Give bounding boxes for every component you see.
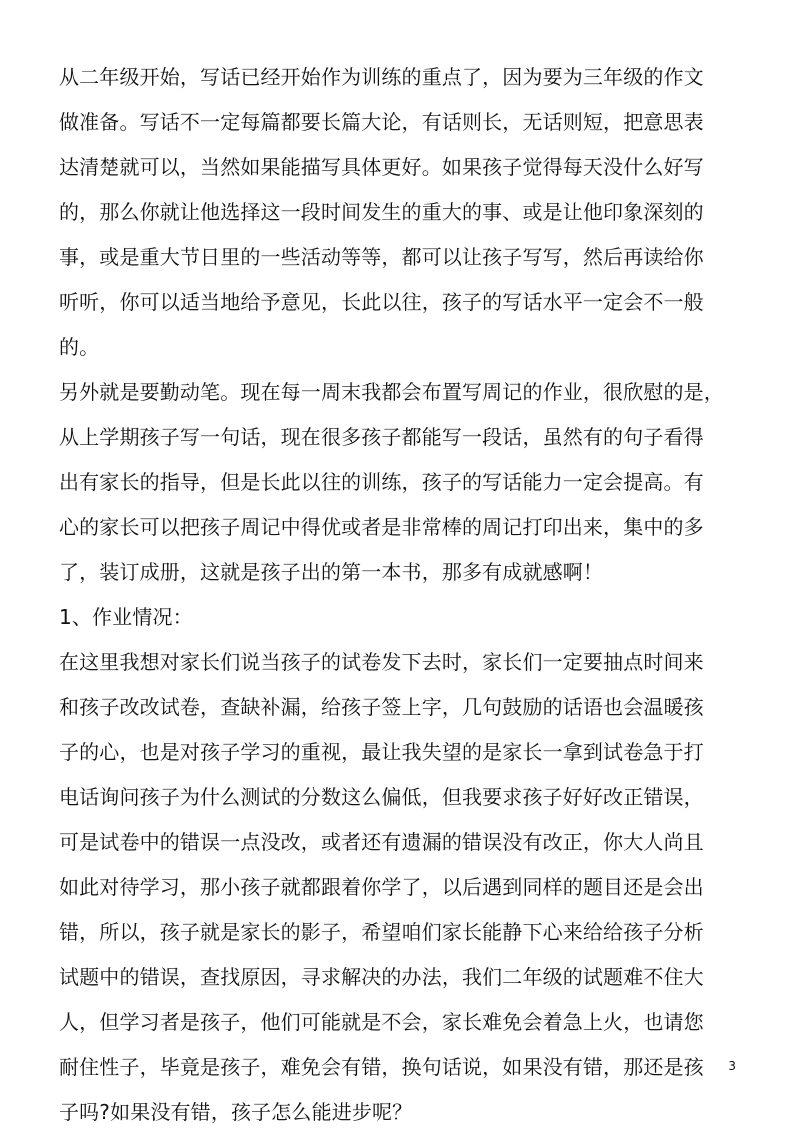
text-line: 另外就是要勤动笔。现在每一周末我都会布置写周记的作业，很欣慰的是， (59, 380, 724, 404)
text-line: 人，但学习者是孩子，他们可能就是不会，家长难免会着急上火，也请您 (59, 1010, 704, 1034)
text-line: 出有家长的指导，但是长此以往的训练，孩子的写话能力一定会提高。有 (59, 470, 704, 494)
section-heading: 1、作业情况： (59, 605, 193, 629)
text-line: 在这里我想对家长们说当孩子的试卷发下去时，家长们一定要抽点时间来 (59, 650, 704, 674)
text-line: 和孩子改改试卷，查缺补漏，给孩子签上字，几句鼓励的话语也会温暖孩 (59, 695, 704, 719)
text-line: 达清楚就可以，当然如果能描写具体更好。如果孩子觉得每天没什么好写 (59, 155, 704, 179)
text-line: 的，那么你就让他选择这一段时间发生的重大的事、或是让他印象深刻的 (59, 200, 704, 224)
text-line: 事，或是重大节日里的一些活动等等，都可以让孩子写写，然后再读给你 (59, 245, 704, 269)
text-line: 做准备。写话不一定每篇都要长篇大论，有话则长，无话则短，把意思表 (59, 110, 704, 134)
text-line: 从上学期孩子写一句话，现在很多孩子都能写一段话，虽然有的句子看得 (59, 425, 704, 449)
text-line: 子的心，也是对孩子学习的重视，最让我失望的是家长一拿到试卷急于打 (59, 740, 704, 764)
page-number: 3 (728, 1059, 736, 1073)
text-line: 从二年级开始，写话已经开始作为训练的重点了，因为要为三年级的作文 (59, 65, 704, 89)
text-line: 的。 (59, 335, 100, 359)
text-line: 如此对待学习，那小孩子就都跟着你学了，以后遇到同样的题目还是会出 (59, 875, 704, 899)
text-line: 了，装订成册，这就是孩子出的第一本书，那多有成就感啊！ (59, 560, 604, 584)
text-line: 可是试卷中的错误一点没改，或者还有遗漏的错误没有改正，你大人尚且 (59, 830, 704, 854)
text-line: 子吗?如果没有错，孩子怎么能进步呢？ (59, 1100, 413, 1124)
text-line: 心的家长可以把孩子周记中得优或者是非常棒的周记打印出来，集中的多 (59, 515, 704, 539)
text-line: 电话询问孩子为什么测试的分数这么偏低，但我要求孩子好好改正错误， (59, 785, 704, 809)
text-line: 试题中的错误，查找原因，寻求解决的办法，我们二年级的试题难不住大 (59, 965, 704, 989)
text-line: 听听，你可以适当地给予意见，长此以往，孩子的写话水平一定会不一般 (59, 290, 704, 314)
text-line: 错，所以，孩子就是家长的影子，希望咱们家长能静下心来给给孩子分析 (59, 920, 704, 944)
text-line: 耐住性子，毕竟是孩子，难免会有错，换句话说，如果没有错，那还是孩 (59, 1055, 704, 1079)
